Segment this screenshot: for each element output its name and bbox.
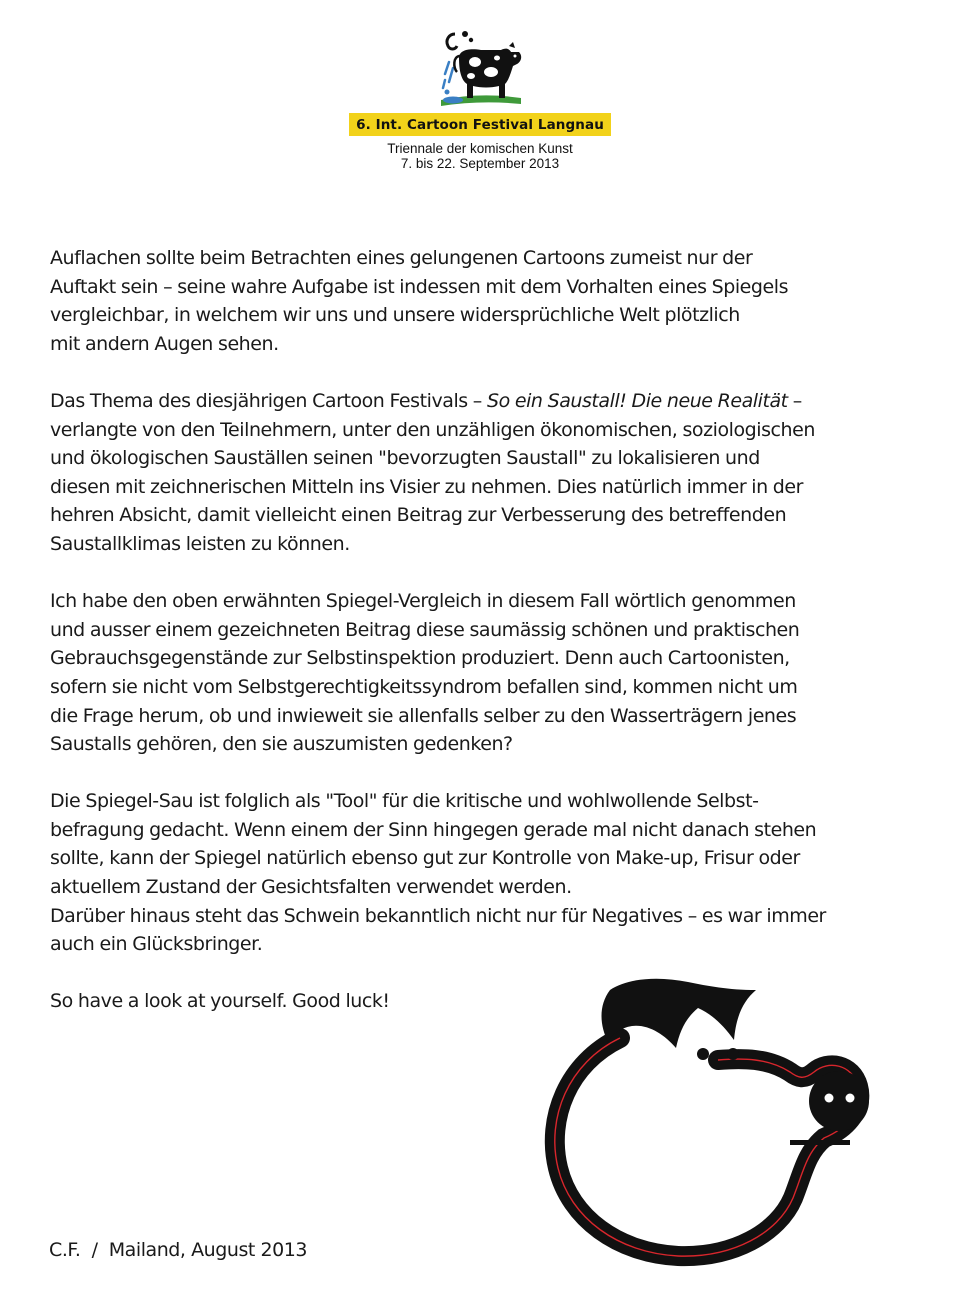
text-line: Saustalls gehören, den sie auszumisten gedenken? (50, 733, 513, 756)
text-line: diesen mit zeichnerischen Mitteln ins Visier zu nehmen. Dies natürlich immer in der (50, 475, 804, 498)
paragraph-1 (50, 244, 930, 358)
text-line: aktuellem Zustand der Gesichtsfalten verwendet werden. (50, 876, 572, 899)
text-line: Ich habe den oben erwähnten Spiegel-Vergleich in diesem Fall wörtlich genommen (50, 590, 796, 613)
pig-head-outline (555, 1038, 859, 1256)
letter-body (50, 244, 930, 1045)
pig-eye (727, 1048, 739, 1060)
text-line: die Frage herum, ob und inwieweit sie allenfalls selber zu den Wasserträgern jenes (50, 704, 797, 727)
festival-theme: So ein Saustall! Die neue Realität (486, 389, 788, 412)
text-line: befragung gedacht. Wenn einem der Sinn hingegen gerade mal nicht danach stehen (50, 818, 817, 841)
festival-subtitle (0, 141, 960, 171)
festival-dates: 7. bis 22. September 2013 (400, 156, 560, 171)
pig-nostril (846, 1094, 855, 1103)
text-line: Darüber hinaus steht das Schwein bekanntlich nicht nur für Negatives – es war immer (50, 904, 826, 927)
text-line: hehren Absicht, damit vielleicht einen Beitrag zur Verbesserung des betreffenden (50, 504, 787, 527)
text-line: Gebrauchsgegenstände zur Selbstinspektion produziert. Denn auch Cartoonisten, (50, 647, 790, 670)
closing-line: So have a look at yourself. Good luck! (50, 990, 390, 1013)
text-line: Auflachen sollte beim Betrachten eines gelungenen Cartoons zumeist nur der (50, 247, 753, 269)
text-run: – (787, 389, 802, 412)
text-line: sofern sie nicht vom Selbstgerechtigkeitssyndrom befallen sind, kommen nicht um (50, 675, 798, 698)
pig-mouth (790, 1140, 850, 1145)
text-line: vergleichbar, in welchem wir uns und unsere widersprüchliche Welt plötzlich (50, 304, 740, 327)
pig-eye (697, 1048, 709, 1060)
paragraph-4 (50, 787, 930, 959)
pig-snout (809, 1071, 869, 1131)
text-line (50, 387, 930, 416)
text-line: Die Spiegel-Sau ist folglich als "Tool" für die kritische und wohlwollende Selbst- (50, 790, 759, 813)
signature: C.F. / Mailand, August 2013 (49, 1239, 308, 1261)
pig-mirror-icon (528, 968, 878, 1268)
festival-banner: 6. Int. Cartoon Festival Langnau (349, 113, 611, 136)
cow-logo-icon (435, 28, 525, 110)
festival-subtitle-line: Triennale der komischen Kunst (387, 141, 573, 156)
text-line: sollte, kann der Spiegel natürlich ebenso gut zur Kontrolle von Make-up, Frisur oder (50, 847, 800, 870)
pig-nostril (825, 1094, 834, 1103)
text-line: und ausser einem gezeichneten Beitrag diese saumässig schönen und praktischen (50, 618, 800, 641)
text-line: und ökologischen Sauställen seinen "bevorzugten Saustall" zu lokalisieren und (50, 447, 760, 470)
text-line: mit andern Augen sehen. (50, 332, 279, 355)
paragraph-3 (50, 587, 930, 759)
text-run: Das Thema des diesjährigen Cartoon Festivals – (50, 389, 487, 412)
festival-header (0, 28, 960, 171)
text-line: verlangte von den Teilnehmern, unter den unzähligen ökonomischen, soziologischen (50, 418, 815, 441)
text-line: auch ein Glücksbringer. (50, 933, 263, 956)
text-line: Saustallklimas leisten zu können. (50, 532, 350, 555)
paragraph-2 (50, 387, 930, 559)
text-line: Auftakt sein – seine wahre Aufgabe ist indessen mit dem Vorhalten eines Spiegels (50, 275, 789, 298)
